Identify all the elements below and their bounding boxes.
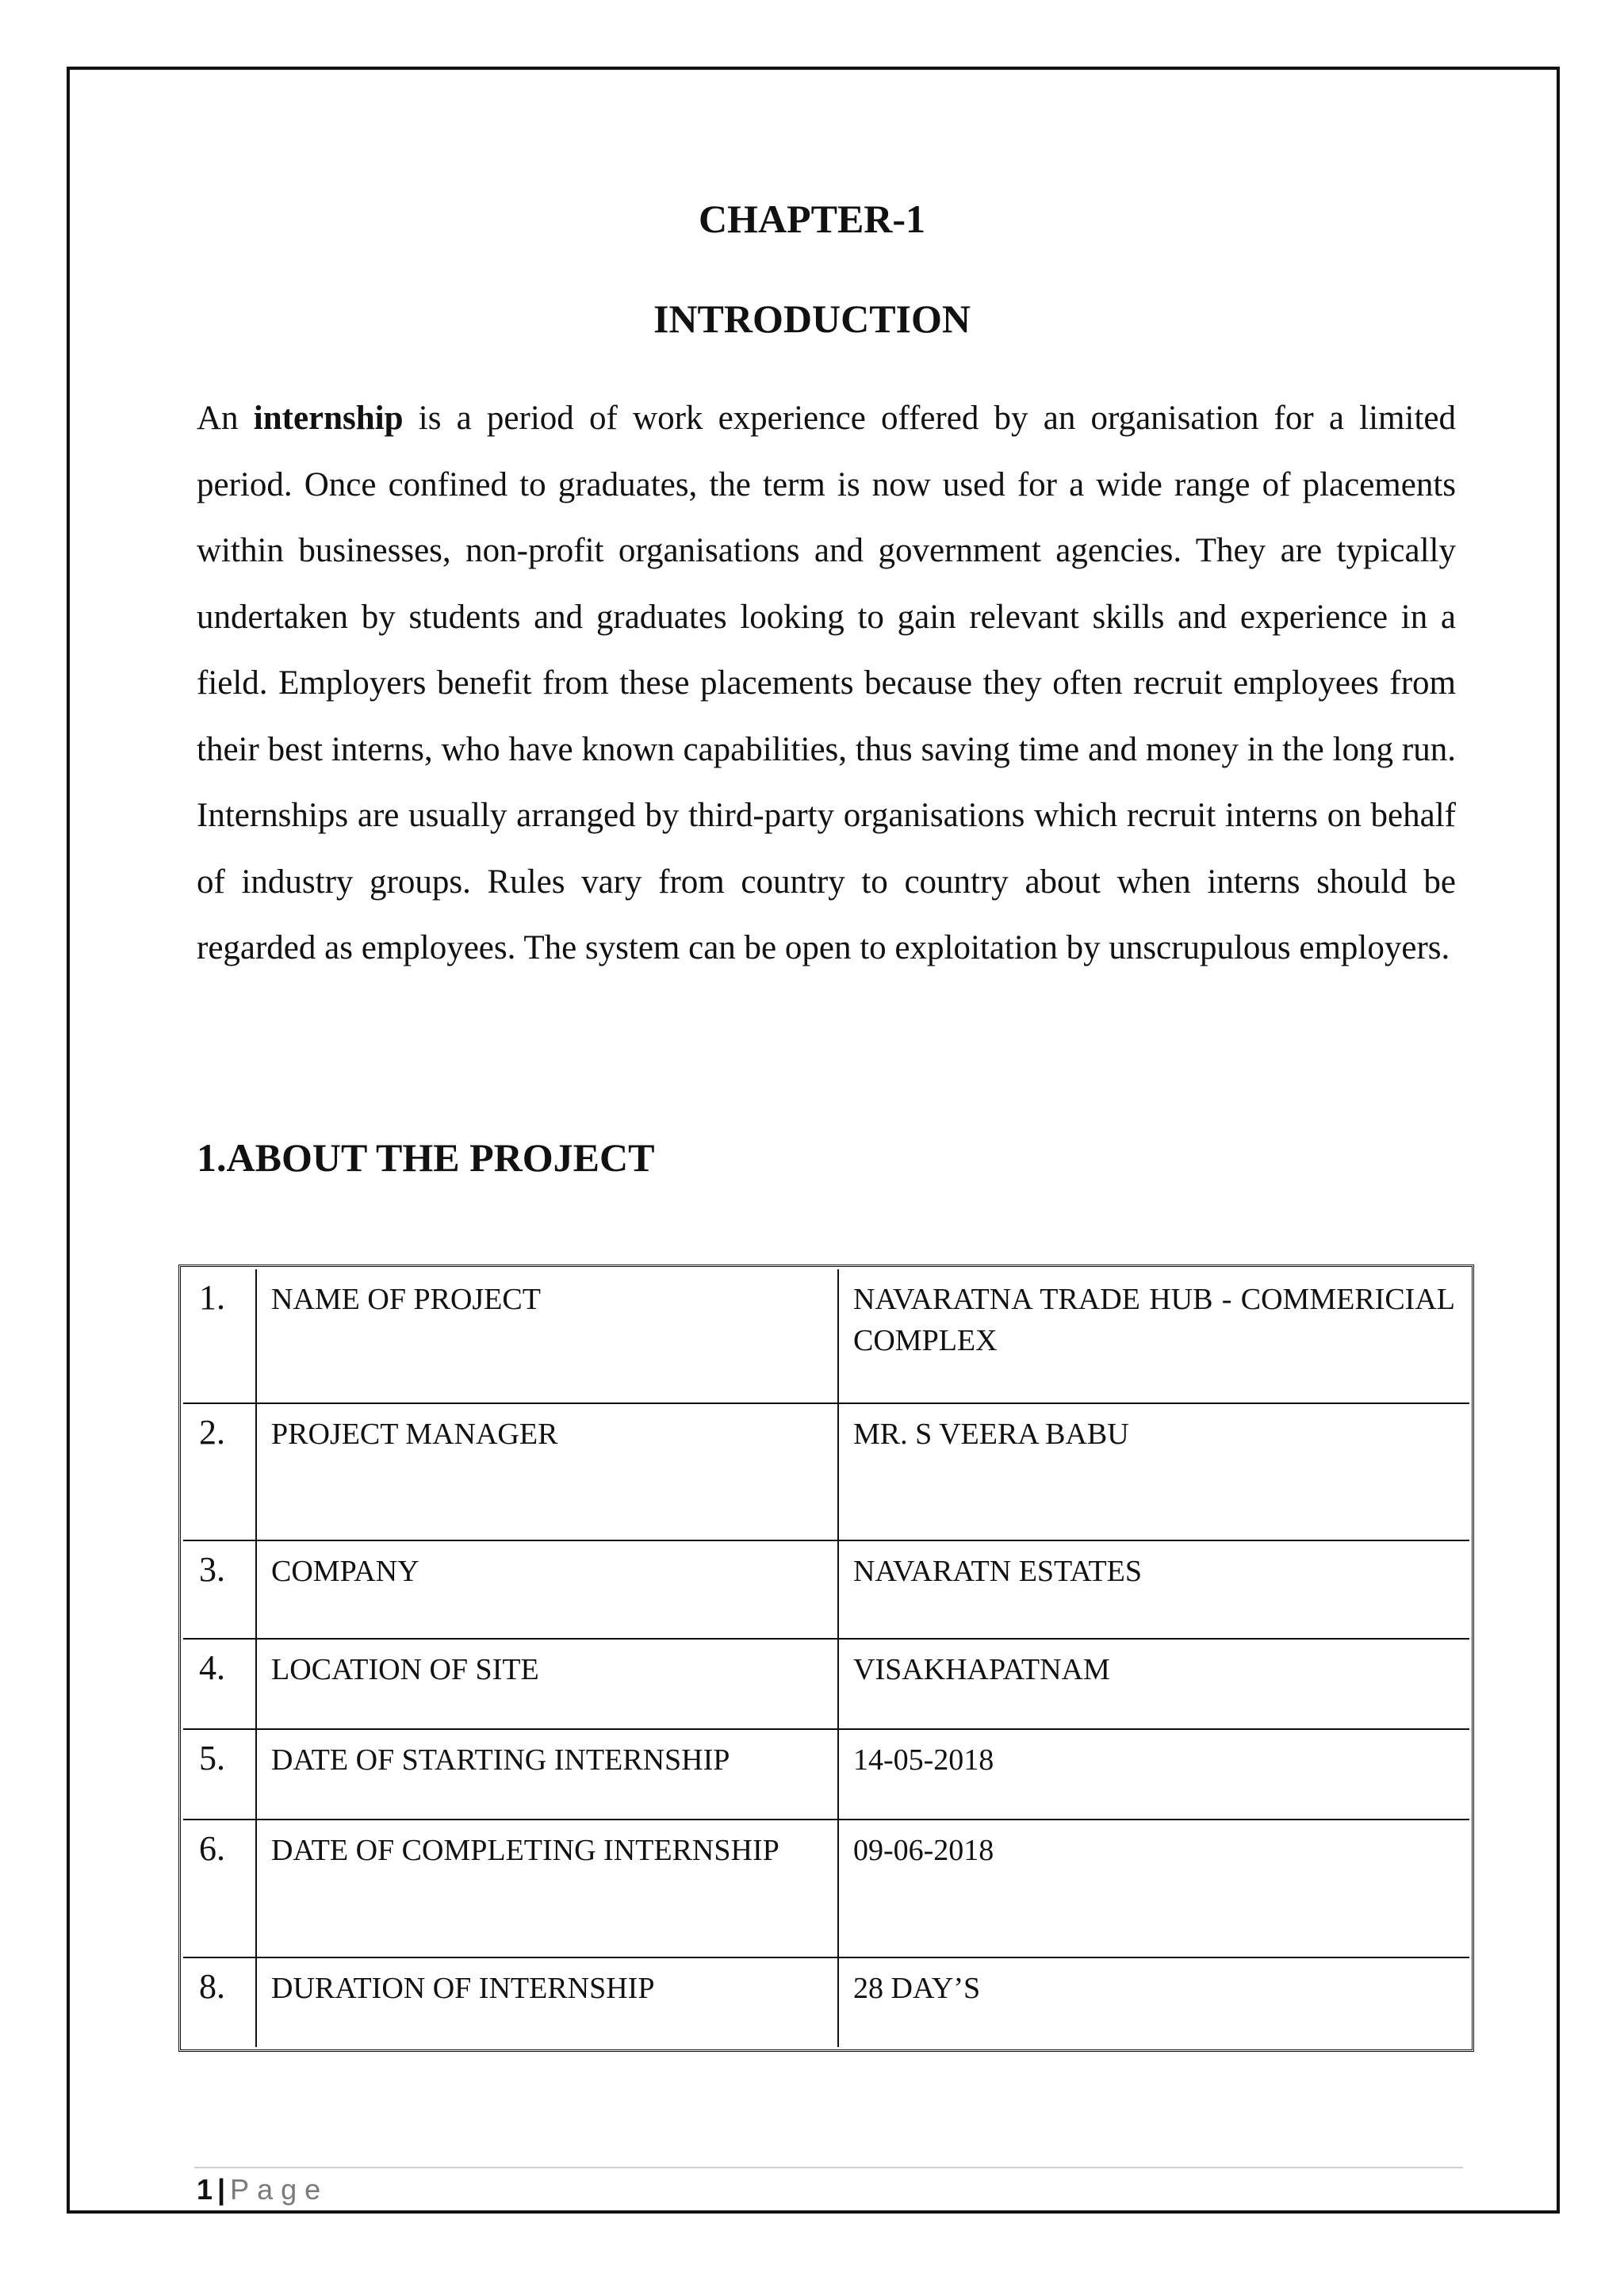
row-label: LOCATION OF SITE xyxy=(257,1640,839,1730)
row-value: 09-06-2018 xyxy=(839,1820,1469,1958)
page-number: 1 xyxy=(197,2173,213,2206)
chapter-number: CHAPTER-1 xyxy=(698,197,926,241)
footer-divider xyxy=(194,2167,1463,2168)
row-number: 1. xyxy=(183,1269,257,1404)
intro-body: is a period of work experience offered by an organisation for a limited period. Once confined to graduates, the term is now used for a wide range of placements within businesses, non-profit organisations and government agencies. They are typically undertaken by students and graduates looking to gain relevant skills and experience in a field. Employers benefit from these placements because they often recruit employees from their best interns, who have known capabilities, thus saving time and money in the long run. Internships are usually arranged by third-party organisations which recruit interns on behalf of industry groups. Rules vary from country to country about when interns should be regarded as employees. The system can be open to exploitation by unscrupulous employers. xyxy=(197,400,1456,966)
row-label: DATE OF STARTING INTERNSHIP xyxy=(257,1730,839,1820)
row-number: 5. xyxy=(183,1730,257,1820)
row-number: 4. xyxy=(183,1640,257,1730)
row-number: 2. xyxy=(183,1404,257,1541)
project-details-table xyxy=(178,1265,1474,2052)
page-footer xyxy=(197,2172,328,2207)
table-row xyxy=(183,1640,1469,1730)
table-row xyxy=(183,1820,1469,1958)
intro-lead: An xyxy=(197,400,254,437)
section-heading: 1.ABOUT THE PROJECT xyxy=(197,1135,655,1180)
table-row xyxy=(183,1404,1469,1541)
row-label: DATE OF COMPLETING INTERNSHIP xyxy=(257,1820,839,1958)
row-label: NAME OF PROJECT xyxy=(257,1269,839,1404)
row-number: 8. xyxy=(183,1958,257,2047)
row-value: 14-05-2018 xyxy=(839,1730,1469,1820)
footer-separator: | xyxy=(217,2173,226,2206)
page-label: Page xyxy=(230,2173,329,2206)
row-number: 6. xyxy=(183,1820,257,1958)
row-label: DURATION OF INTERNSHIP xyxy=(257,1958,839,2047)
row-label: PROJECT MANAGER xyxy=(257,1404,839,1541)
table-row xyxy=(183,1730,1469,1820)
row-value: VISAKHAPATNAM xyxy=(839,1640,1469,1730)
row-value: NAVARATN ESTATES xyxy=(839,1541,1469,1640)
row-value: 28 DAY’S xyxy=(853,1972,981,2005)
chapter-title: INTRODUCTION xyxy=(653,297,971,341)
intro-term: internship xyxy=(253,400,404,437)
introduction-paragraph xyxy=(197,385,1456,982)
row-number: 3. xyxy=(183,1541,257,1640)
row-value: NAVARATNA TRADE HUB - COMMERICIAL COMPLEX xyxy=(839,1269,1469,1404)
row-label: COMPANY xyxy=(257,1541,839,1640)
table-row xyxy=(183,1541,1469,1640)
row-value: MR. S VEERA BABU xyxy=(839,1404,1469,1541)
table-row xyxy=(183,1958,1469,2047)
table-row xyxy=(183,1269,1469,1404)
